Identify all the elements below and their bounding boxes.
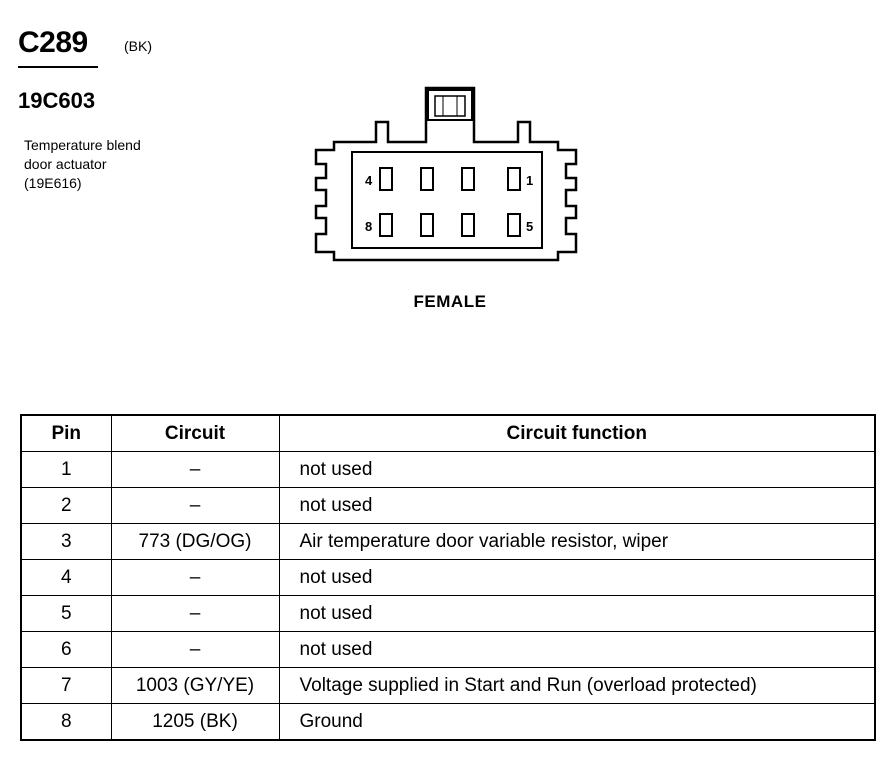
table-header-row xyxy=(21,415,875,452)
table-row xyxy=(21,560,875,596)
connector-gender-label: FEMALE xyxy=(413,292,487,311)
cell-function: not used xyxy=(279,596,875,632)
cell-circuit: – xyxy=(111,488,279,524)
cell-function: Ground xyxy=(279,704,875,741)
cell-function: not used xyxy=(279,452,875,488)
pin-label-5: 5 xyxy=(526,219,534,234)
table-row xyxy=(21,596,875,632)
component-description-line: Temperature blend xyxy=(24,137,141,153)
pin-cavity-6 xyxy=(462,214,474,236)
component-description-line: door actuator xyxy=(24,156,107,172)
table-row xyxy=(21,668,875,704)
cell-circuit: – xyxy=(111,596,279,632)
cell-function: Air temperature door variable resistor, wiper xyxy=(279,524,875,560)
cell-circuit: – xyxy=(111,632,279,668)
pin-cavity-2 xyxy=(462,168,474,190)
header-circuit: Circuit xyxy=(111,415,279,452)
cell-pin: 1 xyxy=(21,452,111,488)
table-row xyxy=(21,704,875,741)
component-description-line: (19E616) xyxy=(24,175,82,191)
table-row xyxy=(21,488,875,524)
header-circuit-function: Circuit function xyxy=(279,415,875,452)
cell-pin: 3 xyxy=(21,524,111,560)
table-row xyxy=(21,632,875,668)
table-row xyxy=(21,452,875,488)
table-row xyxy=(21,524,875,560)
cell-pin: 5 xyxy=(21,596,111,632)
pin-cavity-4 xyxy=(380,168,392,190)
connector-color: (BK) xyxy=(124,38,152,54)
pin-cavity-8 xyxy=(380,214,392,236)
connector-id-underline xyxy=(18,66,98,68)
connector-face-diagram xyxy=(310,86,586,264)
connector-id: C289 xyxy=(18,26,88,59)
pin-cavity-1 xyxy=(508,168,520,190)
cell-circuit: 1003 (GY/YE) xyxy=(111,668,279,704)
cell-function: not used xyxy=(279,632,875,668)
cell-function: not used xyxy=(279,560,875,596)
cell-circuit: – xyxy=(111,452,279,488)
pin-label-8: 8 xyxy=(365,219,373,234)
pin-cavity-7 xyxy=(421,214,433,236)
cell-pin: 4 xyxy=(21,560,111,596)
cell-function: not used xyxy=(279,488,875,524)
cell-pin: 6 xyxy=(21,632,111,668)
cell-function: Voltage supplied in Start and Run (overload protected) xyxy=(279,668,875,704)
pin-label-1: 1 xyxy=(526,173,534,188)
cell-circuit: 773 (DG/OG) xyxy=(111,524,279,560)
cell-circuit: – xyxy=(111,560,279,596)
cell-pin: 2 xyxy=(21,488,111,524)
pin-cavity-3 xyxy=(421,168,433,190)
pin-table xyxy=(20,414,876,741)
pin-label-4: 4 xyxy=(365,173,373,188)
pin-cavity-5 xyxy=(508,214,520,236)
cell-pin: 7 xyxy=(21,668,111,704)
component-description xyxy=(24,136,204,193)
cell-circuit: 1205 (BK) xyxy=(111,704,279,741)
cell-pin: 8 xyxy=(21,704,111,741)
header-pin: Pin xyxy=(21,415,111,452)
part-number: 19C603 xyxy=(18,88,96,113)
